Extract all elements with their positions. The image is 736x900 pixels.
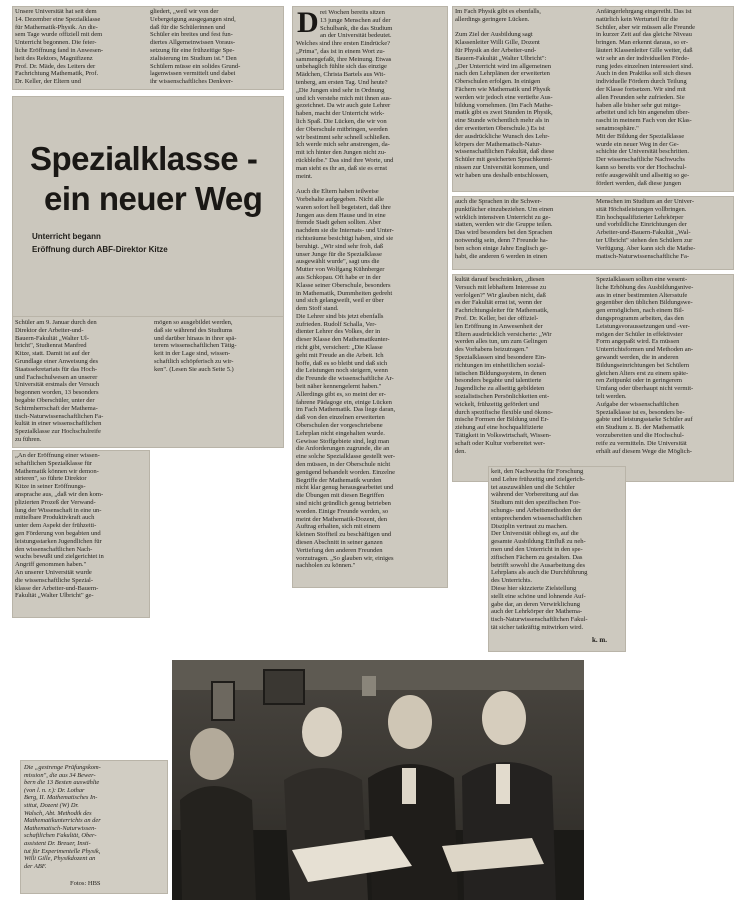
article-text-col2-top: gliedert, „weil wir von der Uebergeigung ausgegangen sind, daß für die Schülerinnen und Schüler ein breites und fest fun- diertes Allgemeinwissen Voraus- setzung für eine frühzeitige Spe- zialisierung im Studium ist." Den Schülern müsse ein solides Grund- lagenwissen vermittelt und dabei ihr wissenschaftliches Denkver-: [150, 8, 241, 86]
article-text-col5-mid: Menschen im Studium an der Univer- sität Höchstleistungen vollbringen. Ein hochqualifizierter Lehrkörper und vorbildliche Einrichtungen der Arbeiter-und-Bauern-Fakultät „Wal- ter Ulbricht" stehen den Schülern zur Verfügung. Aber kann sich die Mathe- matisch-Naturwissenschaftliche Fa-: [596, 198, 696, 260]
photo-caption-box: [20, 760, 168, 894]
photo-caption: Die „gestrenge Prüfungskom- mission", die aus 34 Bewer- bern die 13 Besten auswählte (von l. n. r.): Dr. Lothar Berg, II. Mathematisches In- stitut, Dozent (W) Dr. Walsch, Abt. Methodik des Mathematikunterrichts an der Mathematisch-Naturwissen- schaftlichen Fakultät, Ober- assistent Dr. Breuer, Insti- tut für Experimentelle Physik, Willi Gille, Physikdozent an der ABF.: [24, 764, 101, 870]
article-text-col1-top: Unsere Universität hat seit dem 14. Dezember eine Spezialklasse für Mathematik-Physik. An die- sem Tage wurde offiziell mit dem Unterricht begonnen. Die feier- liche Eröffnung fand in Anwesen- heit des Rektors, Magnifizenz Prof. Dr. Mäde, des Leiters der Fachrichtung Mathematik, Prof. Dr. Keller, der Eltern und: [15, 8, 104, 86]
headline-line-1: Spezialklasse -: [30, 140, 258, 177]
article-text-col4-lower: kultät darauf beschränken, „diesen Versuch mit lebhaftem Interesse zu verfolgen?" Wir glauben nicht, daß es der Fakultät ernst ist, wenn der Fachrichtungsleiter für Mathematik, Prof. Dr. Keller, bei der offiziel- len Eröffnung in Anwesenheit der Eltern ausdrücklich versicherte: „Wir werden alles tun, um zum Gelingen des Vorhabens beizutragen." Spezialklassen sind besondere Ein- richtungen im einheitlichen sozial- istischen Bildungssystem, in denen besonders begabte und talentierte Jugendliche zu allseitig gebildeten sozialistischen Persönlichkeiten ent- wickelt, frühzeitig gefördert und durch spezifische flexible und ökono- mische Formen der Bildung und Er- ziehung auf eine hochqualifizierte Tätigkeit in Volkswirtschaft, Wissen- schaft oder Kultur vorbereitet wer- den.: [455, 276, 553, 455]
article-text-col4-mid: auch die Sprachen in die Schwer- punktfächer einzubeziehen. Um einen wirklich intensiven Unterricht zu ge- statten, werden wir die Gruppe teilen. Das wird besonders bei den Sprachen notwendig sein, denn 7 Freunde ha- ben schon einige Jahre Englisch ge- habt, die anderen 6 werden in einen: [455, 198, 554, 260]
clipping-col4-col5-top: [452, 6, 734, 192]
photo-credit: Fotos: HBS: [70, 880, 101, 887]
article-text-col1-lower: „An der Eröffnung einer wissen- schaftlichen Spezialklasse für Mathematik können wir demon- strieren", so führte Direktor Kitze in seiner Eröffnungs- ansprache aus, „daß wir den kom- plizierten Prozeß der Verwand- lung der Wissenschaft in eine un- mittelbare Produktivkraft auch unter dem Aspekt der frühzeiti- gen Förderung von begabten und leistungsstarken Jugendlichen für den wissenschaftlichen Nach- wuchs bewußt und zielgerichtet in Angriff genommen haben." An unserer Universität wurde die wissenschaftliche Spezial- klasse der Arbeiter-und-Bauern- Fakultät „Walter Ulbricht" ge-: [15, 452, 104, 600]
photo-image: [172, 660, 584, 900]
article-text-col3-body: Welches sind ihre ersten Eindrücke? „Prima", das ist in einem Wort zu- sammengefaßt, ihre Meinung. Etwas unbehaglich fühlte sich das einzige Mädchen, Christa Bartels aus Wit- tenberg, am ersten Tag. Und heute? „Die Jungen sind sehr in Ordnung und ich verstehe mich mit ihnen aus- gezeichnet. Da wir auch gute Lehrer haben, macht der Unterricht wirk- lich Spaß. Die Lücken, die wir von der Oberschule mitbringen, werden wir bestimmt sehr schnell schließen. Ich werde mich sehr anstrengen, da- mit ich hinter den Jungen nicht zu- rückbleibe." Das sind ihre Worte, und man sieht es ihr an, daß sie es ernst meint. Auch die Eltern haben teilweise Vorbehalte aufgegeben. Nicht alle waren sofort hell begeistert, daß ihre Jungen aus dem Hause und in eine fremde Stadt gehen sollten. Aber nachdem sie die Internats- und Unter- richtsräume besichtigt haben, sind sie beruhigt. „Wir sind sehr froh, daß unser Junge für die Spezialklasse ausgewählt wurde", sagt uns die Mutter von Wolfgang Kühnberger aus Schkopau. Oft habe er in der Klasse seiner Oberschule, besonders in Mathematik, Dummheiten gedreht und sich gelangweilt, weil er über dem Stoff stand. Die Lehrer sind bis jetzt ebenfalls zufrieden. Rudolf Schalla, Ver- dienter Lehrer des Volkes, der in dieser Klasse den Mathematikunter- richt gibt, versichert: „Die Klasse geht mit Freude an die Arbeit. Ich hoffe, daß es so bleibt und daß sich die Leistungen noch steigern, wenn die Freunde die wissenschaftliche Ar- beit näher kennengelernt haben." Allerdings gibt es, so meint der er- fahrene Pädagoge ein, einige Lücken im Fach Mathematik. Das liege daran, daß von den einzelnen erweiterten Oberschulen der vorgeschriebene Lehrplan nicht eingehalten wurde. Gewisse Stoffgebiete sind, legt man die Anforderungen zugrunde, die an eine solche Spezialklasse gestellt wer- den müssen, in der Oberschule nicht genügend behandelt worden. Einzelne Begriffe der Mathematik wurden nicht klar genug herausgearbeitet und die Übungen mit diesen Begriffen sind nicht gründlich genug betrieben worden. Einige Freunde werden, so meint der Mathematik-Dozent, den Auftrag erhalten, sich mit einem kleinen Stoffteil zu beschäftigen und diesen Abschnitt in seiner ganzen Vertiefung den anderen Freunden vorzutragen. „So glauben wir, einiges nachholen zu können.": [296, 40, 396, 570]
intro-text-right: mögen so ausgebildet werden, daß sie während des Studiums und darüber hinaus in ihrer spä- terem wissenschaftlichen Tätig- keit in der Lage sind, wissen- schaftlich schöpferisch zu wir- ken". (Lesen Sie auch Seite 5.): [154, 319, 237, 373]
clipping-col3: [292, 6, 448, 588]
intro-text-left: Schüler am 9. Januar durch den Direktor der Arbeiter-und- Bauern-Fakultät „Walter Ul- bricht", Studienrat Manfred Kitze, statt. Damit ist auf der Grundlage einer Anweisung des Staatssekretariats für das Hoch- und Fachschulwesen an unserer Universität erstmals der Versuch begonnen worden, 13 besonders begabte Oberschüler, unter der Schirmherrschaft der Mathema- tisch-Naturwissenschaftlichen Fa- kultät in einer wissenschaftlichen Spezialklasse zur Hochschulreife zu führen.: [15, 319, 104, 443]
clipping-col1-lower: [12, 450, 150, 618]
article-text-col5-lower: Spezialklassen sollten eine wesent- liche Erhöhung des Ausbildungsnive- aus in einer bestimmten Altersstufe gegenüber den üblichen Bildungswe- gen ermöglichen, nach einem Bil- dungsprogramm arbeiten, das den Leistungsvoraussetzungen und -ver- mögen der Schüler in effektivster Form angepaßt wird. Es müssen Unterrichtsformen und Methoden an- gewandt werden, die in anderen Bildungseinrichtungen bei Schülern gleichen Alters erst zu einem späte- ren Zeitpunkt oder in geringerem Umfang oder überhaupt nicht vermit- telt werden. Aufgabe der wissenschaftlichen Spezialklasse ist es, besonders be- gabte und leistungsstarke Schüler auf ein Studium z. B. der Mathematik vorzubereiten und die Hochschul- reife zu vermitteln. Die Universität erhält auf diesem Wege die Möglich-: [596, 276, 694, 455]
clipping-col6-end: [488, 466, 626, 652]
article-text-col3-first: rei Wochen bereits sitzen 13 junge Menschen auf der Schulbank, die das Studium an der Universität bedeutet.: [320, 9, 393, 40]
drop-cap: D: [297, 6, 319, 39]
clipping-top-left: [12, 6, 284, 90]
clipping-col4-col5-lower: [452, 274, 734, 482]
article-text-col6-end: keit, den Nachwuchs für Forschung und Lehre frühzeitig und zielgerich- tet auszuwählen und die Schüler während der Vorbereitung auf das Studium mit den spezifischen For- schungs- und Arbeitsmethoden der entsprechenden wissenschaftlichen Disziplin vertraut zu machen. Der Universität obliegt es, auf die gesamte Ausbildung Einfluß zu neh- men und den Unterricht in den spe- zifischen Fächern zu gestalten. Das betrifft sowohl die Ausarbeitung des Lehrplans als auch die Durchführung des Unterrichts. Diese hier skizzierte Zielstellung stellt eine schöne und lohnende Auf- gabe dar, an deren Verwirklichung auch der Lehrkörper der Mathema- tisch-Naturwissenschaftlichen Fakul- tät sicher tatkräftig mitwirken wird.: [491, 468, 588, 631]
subheadline-1: Unterricht begann: [32, 232, 101, 241]
headline-block: [12, 96, 284, 320]
clipping-col4-col5-mid: [452, 196, 734, 270]
article-text-col4-top: Im Fach Physik gibt es ebenfalls, allerdings geringere Lücken. Zum Ziel der Ausbildung sagt Klassenleiter Willi Gille, Dozent für Physik an der Arbeiter-und- Bauern-Fakultät „Walter Ulbricht": „Der Unterricht wird im allgemeinen nach den Lehrplänen der erweiterten Oberschulen erfolgen. In einigen Fächern wie Mathematik und Physik werden wir jedoch eine vertiefte Aus- bildung vornehmen. (Im Fach Mathe- matik gibt es zwei Stunden in Physik, eine Stunde wöchentlich mehr als in der erweiterten Oberschule.) Es ist der ausdrückliche Wunsch des Lehr- körpers der Mathematisch-Natur- wissenschaftlichen Fakultät, daß diese Schüler mit gesicherten Sprachkennt- nissen zur Universität kommen, und wir haben uns deshalb entschlossen,: [455, 8, 555, 179]
author-signature: k. m.: [592, 636, 607, 644]
photo-examination-commission: [172, 660, 584, 900]
subheadline-2: Eröffnung durch ABF-Direktor Kitze: [32, 245, 168, 254]
intro-lead-block: [12, 316, 284, 448]
headline-line-2: ein neuer Weg: [44, 180, 263, 217]
article-text-col5-top: Anfängerlehrgang eingereiht. Das ist natürlich kein Werturteil für die Schüler, aber wir müssen alle Freunde in kurzer Zeit auf das gleiche Niveau bringen. Man erkennt daraus, so er- läutert Klassenleiter Gille weiter, daß wir sehr an der individuellen Förde- rung jedes einzelnen interessiert sind. Auch in den Praktika soll sich dieses individuelle Fördern durch Teilung der Klasse fortsetzen. Wir sind mit allen Freunden sehr zufrieden. Sie haben alle bisher sehr gut mitge- arbeitet und ich bin angenehm über- rascht in meinem Fach von der Klas- senatmosphäre." Mit der Bildung der Spezialklasse wurde ein neuer Weg in der Ge- schichte der Universität beschritten. Der wissenschaftliche Nachwuchs kann so bereits vor der Hochschul- reife ausgewählt und allseitig so ge- fördert werden, daß diese jungen: [596, 8, 695, 187]
